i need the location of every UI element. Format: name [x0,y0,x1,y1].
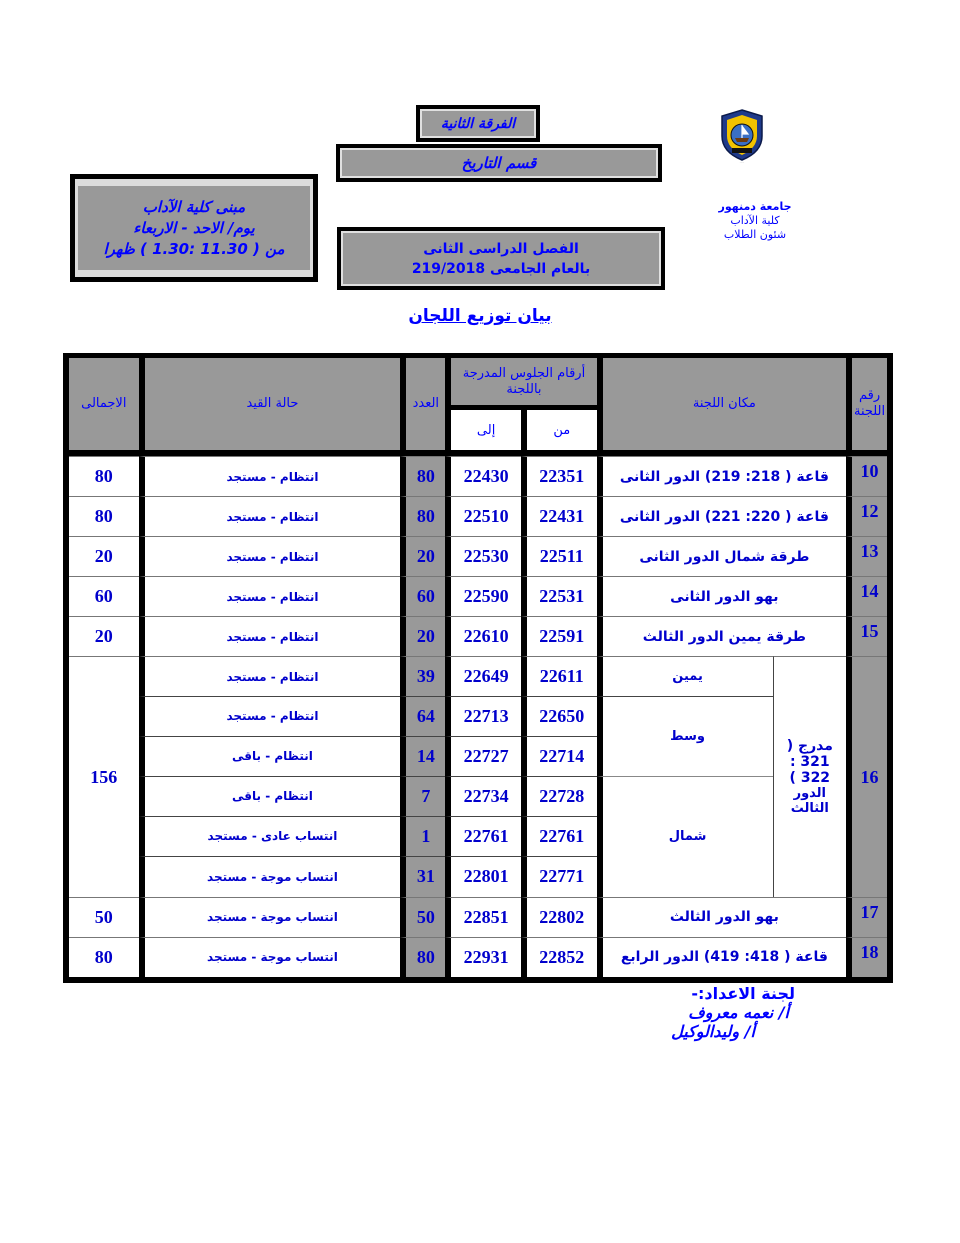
header-seat-numbers: أرقام الجلوس المدرجة باللجنة [445,358,596,410]
table-row [69,456,887,496]
to-cell: 22713 [445,697,521,737]
exam-days: يوم/ الاحد - الاربعاء [133,218,255,237]
count-cell: 31 [400,857,445,897]
count-cell: 39 [400,656,445,696]
committee-no-cell: 14 [846,576,887,616]
committees-table [63,353,893,983]
to-cell: 22851 [445,897,521,937]
committee-member: أ/ نعمه معروف [688,1003,789,1022]
status-cell: انتساب عادى - مستجد [139,817,401,857]
to-cell: 22931 [445,937,521,977]
total-cell: 20 [69,536,139,576]
term-name: الفصل الدراسى الثانى [423,240,579,257]
term-box [337,227,665,290]
to-cell: 22530 [445,536,521,576]
count-cell: 20 [400,616,445,656]
committee-no-cell: 17 [846,897,887,937]
header-to: إلى [445,410,521,450]
to-cell: 22801 [445,857,521,897]
header-place: مكان اللجنة [597,358,846,450]
office-name: شئون الطلاب [723,228,787,241]
from-cell: 22728 [521,777,597,817]
logo-caption: ····· [739,160,745,164]
count-cell: 64 [400,697,445,737]
total-cell: 60 [69,576,139,616]
header-from: من [521,410,597,450]
section-cell: وسط [597,697,773,777]
committee-no-cell: 18 [846,937,887,977]
status-cell: انتساب موجة - مستجد [139,857,401,897]
to-cell: 22761 [445,817,521,857]
count-cell: 20 [400,536,445,576]
university-name: جامعة دمنهور [718,200,792,213]
place-cell: مدرج ( 321 : 322 ) الدور الثالث [773,656,847,896]
place-cell: بهو الدور الثانى [597,576,846,616]
place-cell: قاعة ( 220: 221) الدور الثانى [597,496,846,536]
place-cell: طرقة يمين الدور الثالث [597,616,846,656]
table-row [69,536,887,576]
table-row [69,656,887,696]
table-row [69,777,887,817]
committees-grid [69,358,887,977]
committee-no-cell: 12 [846,496,887,536]
to-cell: 22430 [445,456,521,496]
from-cell: 22591 [521,616,597,656]
count-cell: 80 [400,496,445,536]
from-cell: 22351 [521,456,597,496]
university-crest-icon [718,108,766,162]
count-cell: 80 [400,456,445,496]
status-cell: انتساب موجة - مستجد [139,937,401,977]
to-cell: 22590 [445,576,521,616]
table-row [69,937,887,977]
from-cell: 22511 [521,536,597,576]
status-cell: انتظام - مستجد [139,616,401,656]
building-schedule-box [70,174,318,282]
total-cell: 50 [69,897,139,937]
status-cell: انتظام - مستجد [139,536,401,576]
header-status: حالة القيد [139,358,401,450]
status-cell: انتظام - مستجد [139,697,401,737]
header-total: الاجمالى [69,358,139,450]
committee-no-cell: 13 [846,536,887,576]
total-cell: 156 [69,656,139,896]
count-cell: 80 [400,937,445,977]
committee-no-cell: 15 [846,616,887,656]
committee-no-cell: 10 [846,456,887,496]
committee-member: أ/ وليدالوكيل [671,1022,755,1041]
table-row [69,897,887,937]
year-label: الفرقة الثانية [440,115,516,132]
year-label-box [416,105,540,142]
document-title: بيان توزيع اللجان [408,306,552,326]
to-cell: 22610 [445,616,521,656]
header-committee-no: رقم اللجنة [846,358,887,450]
department-box [336,144,662,182]
place-cell: قاعة ( 218: 219) الدور الثانى [597,456,846,496]
from-cell: 22714 [521,737,597,777]
section-cell: يمين [597,656,773,696]
from-cell: 22431 [521,496,597,536]
count-cell: 50 [400,897,445,937]
table-row [69,496,887,536]
from-cell: 22650 [521,697,597,737]
status-cell: انتظام - باقى [139,777,401,817]
place-cell: قاعة ( 418: 419) الدور الرابع [597,937,846,977]
status-cell: انتظام - مستجد [139,656,401,696]
table-row [69,697,887,737]
total-cell: 20 [69,616,139,656]
status-cell: انتظام - مستجد [139,496,401,536]
from-cell: 22761 [521,817,597,857]
status-cell: انتساب موجة - مستجد [139,897,401,937]
count-cell: 60 [400,576,445,616]
count-cell: 7 [400,777,445,817]
status-cell: انتظام - مستجد [139,576,401,616]
status-cell: انتظام - مستجد [139,456,401,496]
to-cell: 22727 [445,737,521,777]
table-row [69,616,887,656]
from-cell: 22531 [521,576,597,616]
building-name: مبنى كلية الآداب [142,197,246,216]
section-cell: شمال [597,777,773,897]
header-count: العدد [400,358,445,450]
total-cell: 80 [69,496,139,536]
place-cell: بهو الدور الثالث [597,897,846,937]
from-cell: 22852 [521,937,597,977]
university-info [700,200,810,242]
place-cell: طرقة شمال الدور الثانى [597,536,846,576]
to-cell: 22510 [445,496,521,536]
department-label: قسم التاريخ [461,154,537,172]
committee-no-cell: 16 [846,656,887,896]
from-cell: 22771 [521,857,597,897]
count-cell: 1 [400,817,445,857]
preparation-committee [600,984,795,1041]
to-cell: 22649 [445,656,521,696]
committee-label: لجنة الاعداد:- [691,984,795,1003]
table-row [69,576,887,616]
total-cell: 80 [69,937,139,977]
exam-time: من ( 11.30 :1.30 ) ظهرا [103,239,285,258]
from-cell: 22611 [521,656,597,696]
from-cell: 22802 [521,897,597,937]
faculty-name: كلية الآداب [730,214,780,227]
total-cell: 80 [69,456,139,496]
academic-year: بالعام الجامعى 219/2018 [411,260,591,277]
count-cell: 14 [400,737,445,777]
status-cell: انتظام - باقى [139,737,401,777]
to-cell: 22734 [445,777,521,817]
